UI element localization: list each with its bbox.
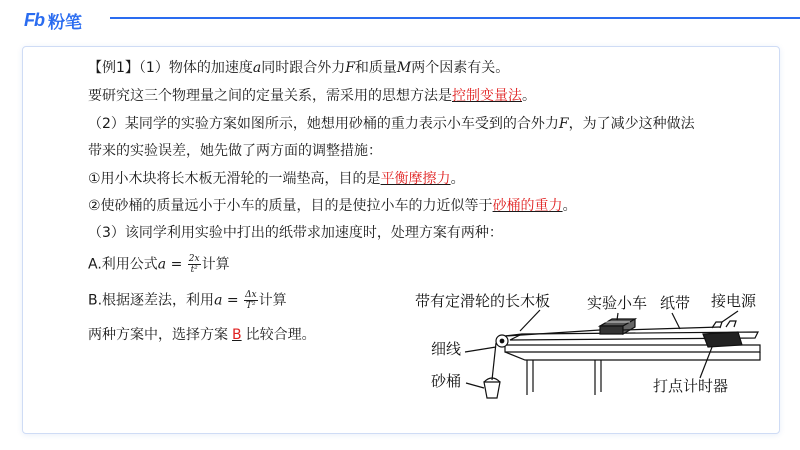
q3-choice: 两种方案中，选择方案 B 比较合理。 (88, 327, 316, 343)
q2-item1: ①用小木块将长木板无滑轮的一端垫高，目的是平衡摩擦力。 (88, 171, 465, 187)
q2-line1: （2）某同学的实验方案如图所示，她想用砂桶的重力表示小车受到的合外力F，为了减少这种做法 (88, 116, 695, 132)
brand-name: 粉笔 (48, 13, 82, 33)
q3-option-a: A.利用公式a = $\frac{2x}{\text{t²}}$ 计算 (88, 254, 230, 275)
label-string: 细线 (431, 340, 462, 358)
q2-line2: 带来的实验误差，她先做了两方面的调整措施： (88, 143, 382, 159)
example-label: 【例1】 (88, 60, 139, 76)
q1-line2: 要研究这三个物理量之间的定量关系，需采用的思想方法是控制变量法。 (88, 88, 536, 104)
answer-control-variable: 控制变量法 (452, 88, 522, 104)
q3-option-b: B.根据逐差法，利用a = $\frac{\Delta x}{\text{T²}}$ 计算 (88, 290, 287, 311)
label-timer: 打点计时器 (653, 377, 729, 395)
label-board: 带有定滑轮的长木板 (415, 292, 551, 310)
q1-line1: 【例1】（1）物体的加速度a同时跟合外力F和质量M两个因素有关。 (88, 60, 510, 76)
brand-mark: Fb (24, 10, 44, 30)
q2-item2: ②使砂桶的质量远小于小车的质量，目的是使拉小车的力近似等于砂桶的重力。 (88, 198, 577, 214)
label-bucket: 砂桶 (431, 372, 462, 390)
answer-bucket-gravity: 砂桶的重力 (492, 198, 563, 214)
q3-line1: （3）该同学利用实验中打出的纸带求加速度时，处理方案有两种： (88, 225, 503, 241)
label-tape: 纸带 (660, 294, 691, 312)
formula-fraction-b: $\frac{\Delta x}{\text{T²}}$ (245, 290, 257, 311)
formula-fraction-a: $\frac{2x}{\text{t²}}$ (188, 254, 200, 275)
label-cart: 实验小车 (587, 294, 648, 312)
answer-choice-b: B (232, 327, 242, 343)
label-power: 接电源 (711, 292, 757, 310)
answer-balance-friction: 平衡摩擦力 (380, 171, 451, 187)
